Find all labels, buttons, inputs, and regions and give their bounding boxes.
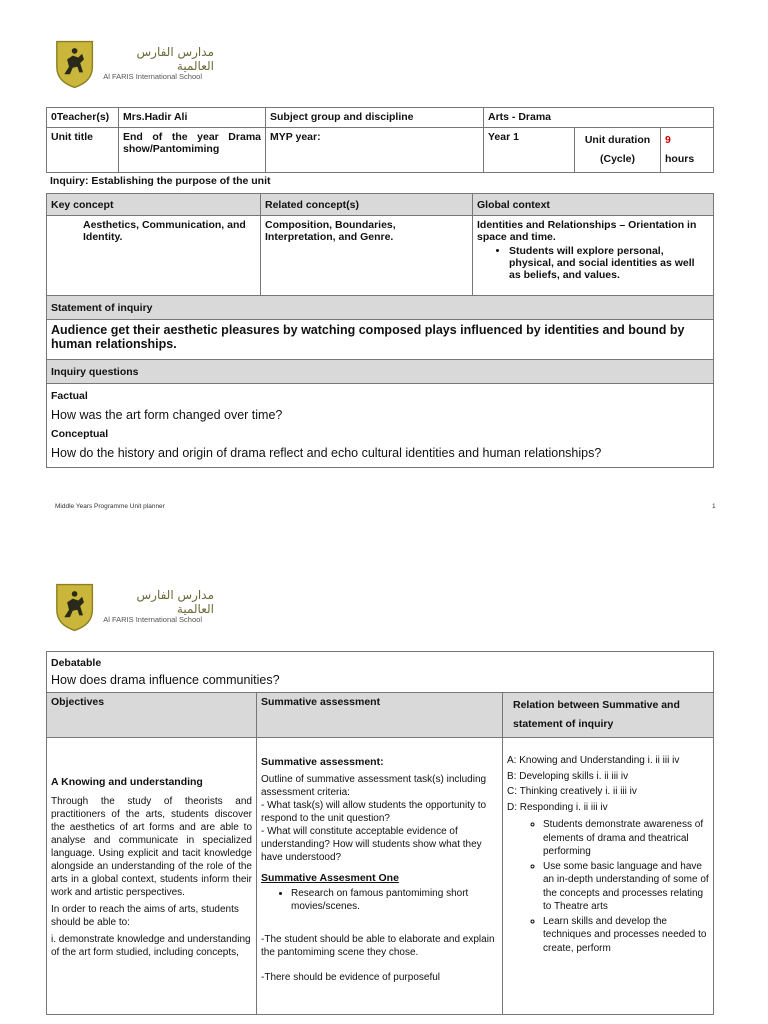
key-concept-label: Key concept <box>47 194 261 216</box>
unit-duration-label: Unit duration (Cycle) <box>575 128 661 173</box>
global-context-bullet: • Students will explore personal, physical, and social identities as well as beliefs, and values. <box>509 245 709 281</box>
summative-line-1: -The student should be able to elaborate and explain the pantomiming scene they chose. <box>261 934 495 958</box>
debatable-question: How does drama influence communities? <box>51 673 280 687</box>
duration-number: 9 <box>665 134 671 146</box>
unit-duration-value <box>661 128 714 173</box>
relation-label: Relation between Summative and statement of inquiry <box>503 693 714 738</box>
debatable-label: Debatable <box>51 657 102 669</box>
unit-title-value: End of the year Drama show/Pantomiming <box>119 128 266 173</box>
objective-a-heading: A Knowing and understanding <box>51 776 203 788</box>
unit-info-table <box>46 107 714 173</box>
related-concept-label: Related concept(s) <box>261 194 473 216</box>
horse-rider-shield-icon <box>54 580 95 634</box>
factual-question: How was the art form changed over time? <box>51 408 283 422</box>
conceptual-question: How do the history and origin of drama reflect and echo cultural identities and human relationships? <box>51 446 602 460</box>
relation-bullet: ◦ Use some basic language and have an in-depth understanding of some of the concepts and processes relating to Theatre arts <box>543 860 709 914</box>
criterion-a: A: Knowing and Understanding i. ii iii iv <box>507 755 680 766</box>
relation-bullet: ◦ Students demonstrate awareness of elements of drama and theatrical performing <box>543 818 709 859</box>
relation-bullet: ◦ Learn skills and develop the techniques and processes needed to create, perform <box>543 915 709 956</box>
school-logo-page2 <box>54 577 214 637</box>
objectives-label: Objectives <box>47 693 257 738</box>
debatable-cell <box>47 652 714 693</box>
summative-line-2: -There should be evidence of purposeful <box>261 972 441 983</box>
unit-title-label: Unit title <box>47 128 119 173</box>
summative-question-1: - What task(s) will allow students the opportunity to respond to the unit question? <box>261 800 487 824</box>
summative-question-2: - What will constitute acceptable evidence of understanding? How will students show what they have understood? <box>261 826 482 863</box>
myp-year-value: Year 1 <box>484 128 575 173</box>
global-context-value <box>473 216 714 296</box>
conceptual-label: Conceptual <box>51 428 109 440</box>
inquiry-questions-label: Inquiry questions <box>47 360 714 384</box>
key-concept-value: Aesthetics, Communication, and Identity. <box>47 216 261 296</box>
factual-label: Factual <box>51 390 88 402</box>
assessment-table <box>46 651 714 1015</box>
page-number: 1 <box>712 503 716 510</box>
criterion-b: B: Developing skills i. ii iii iv <box>507 770 629 782</box>
inquiry-questions-body <box>47 384 714 468</box>
horse-rider-shield-icon <box>54 37 95 91</box>
school-logo <box>54 34 214 94</box>
global-context-text: Identities and Relationships – Orientation in space and time. <box>477 219 697 243</box>
subject-label: Subject group and discipline <box>266 108 484 128</box>
summative-label: Summative assessment <box>257 693 503 738</box>
objective-a-para1: Through the study of theorists and practitioners of the arts, students discover the aesthetics of art forms and are able to analyse and communicate in specialized language. Using explicit and tacit knowledge alongside an understanding of the role of the arts in a global context, students inform their work and artistic perspectives. <box>51 796 252 898</box>
teacher-name: Mrs.Hadir Ali <box>119 108 266 128</box>
footer-text: Middle Years Programme Unit planner <box>55 503 165 510</box>
relation-cell <box>503 738 714 1015</box>
inquiry-heading: Inquiry: Establishing the purpose of the unit <box>50 175 271 187</box>
objective-a-para3: i. demonstrate knowledge and understanding of the art form studied, including concepts, <box>51 934 251 958</box>
inquiry-table <box>46 193 714 468</box>
myp-year-label: MYP year: <box>266 128 484 173</box>
statement-of-inquiry-label: Statement of inquiry <box>47 296 714 320</box>
objective-a-para2: In order to reach the aims of arts, students should be able to: <box>51 904 239 928</box>
school-name-arabic: مدارس الفارس العالمية <box>136 44 214 73</box>
school-name-english: Al FARIS International School <box>103 72 202 82</box>
subject-value: Arts - Drama <box>484 108 714 128</box>
summative-cell <box>257 738 503 1015</box>
criterion-d: D: Responding i. ii iii iv <box>507 801 608 813</box>
teacher-label: 0Teacher(s) <box>47 108 119 128</box>
school-name-english: Al FARIS International School <box>103 615 202 625</box>
statement-of-inquiry-text: Audience get their aesthetic pleasures by watching composed plays influenced by identities and bound by human relationships. <box>47 320 714 360</box>
objectives-cell <box>47 738 257 1015</box>
school-name-arabic: مدارس الفارس العالمية <box>136 587 214 616</box>
duration-unit: hours <box>665 153 695 165</box>
criterion-c: C: Thinking creatively i. ii iii iv <box>507 786 637 797</box>
related-concept-value: Composition, Boundaries, Interpretation, and Genre. <box>261 216 473 296</box>
summative-one-heading: Summative Assesment One <box>261 872 399 884</box>
global-context-label: Global context <box>473 194 714 216</box>
summative-one-bullet: • Research on famous pantomiming short movies/scenes. <box>291 887 498 913</box>
summative-outline: Outline of summative assessment task(s) including assessment criteria: <box>261 774 487 798</box>
summative-heading: Summative assessment: <box>261 756 384 768</box>
